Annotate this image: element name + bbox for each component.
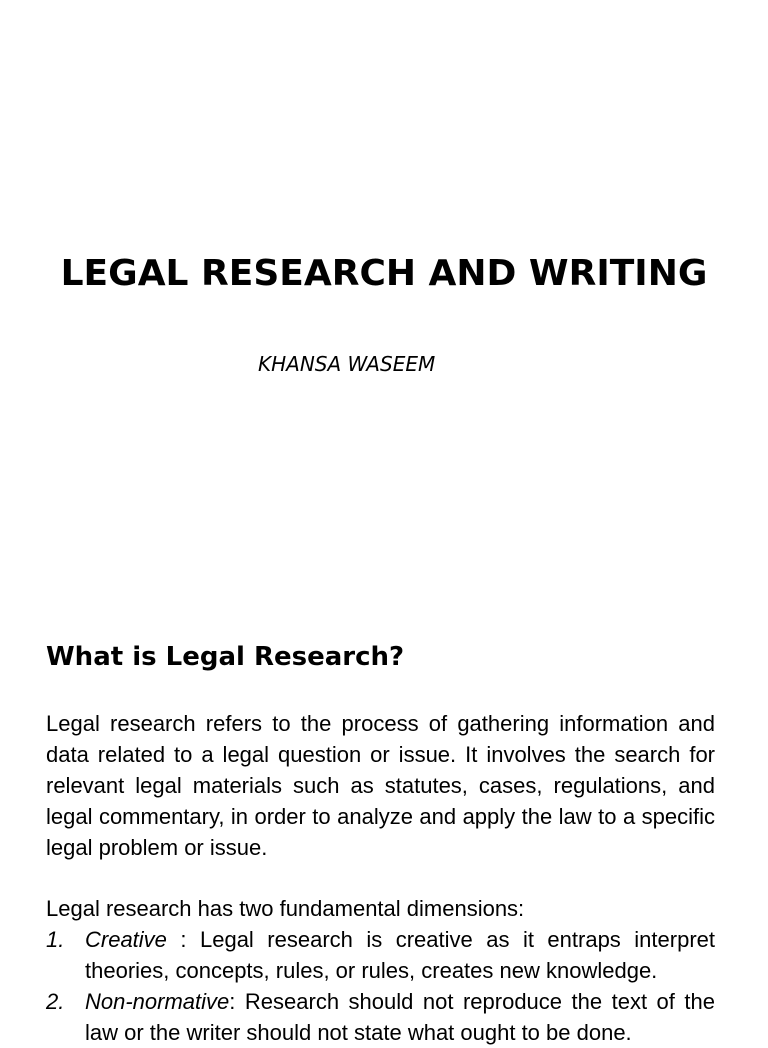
list-item-number: 2.	[46, 989, 65, 1014]
list-item-text: : Legal research is creative as it entraps interpret theories, concepts, rules, or rules, creates new knowledge.	[85, 927, 715, 983]
page-title: LEGAL RESEARCH AND WRITING	[60, 253, 708, 294]
list-item	[46, 986, 715, 1048]
list-item-term: Creative	[85, 927, 167, 952]
definition-paragraph: Legal research refers to the process of gathering information and data related to a legal question or issue. It involves the search for relevant legal materials such as statutes, cases, regulations, and legal commentary, in order to analyze and apply the law to a specific legal problem or issue.	[46, 711, 715, 860]
list-item	[46, 924, 715, 986]
author-name: KHANSA WASEEM	[258, 352, 436, 376]
dimensions-list	[46, 924, 715, 1048]
list-item-text: : Research should not reproduce the text of the law or the writer should not state what ought to be done.	[85, 989, 715, 1045]
section-heading: What is Legal Research?	[46, 642, 405, 672]
list-item-term: Non-normative	[85, 989, 230, 1014]
list-item-number: 1.	[46, 927, 65, 952]
dimensions-intro: Legal research has two fundamental dimensions:	[46, 896, 525, 921]
